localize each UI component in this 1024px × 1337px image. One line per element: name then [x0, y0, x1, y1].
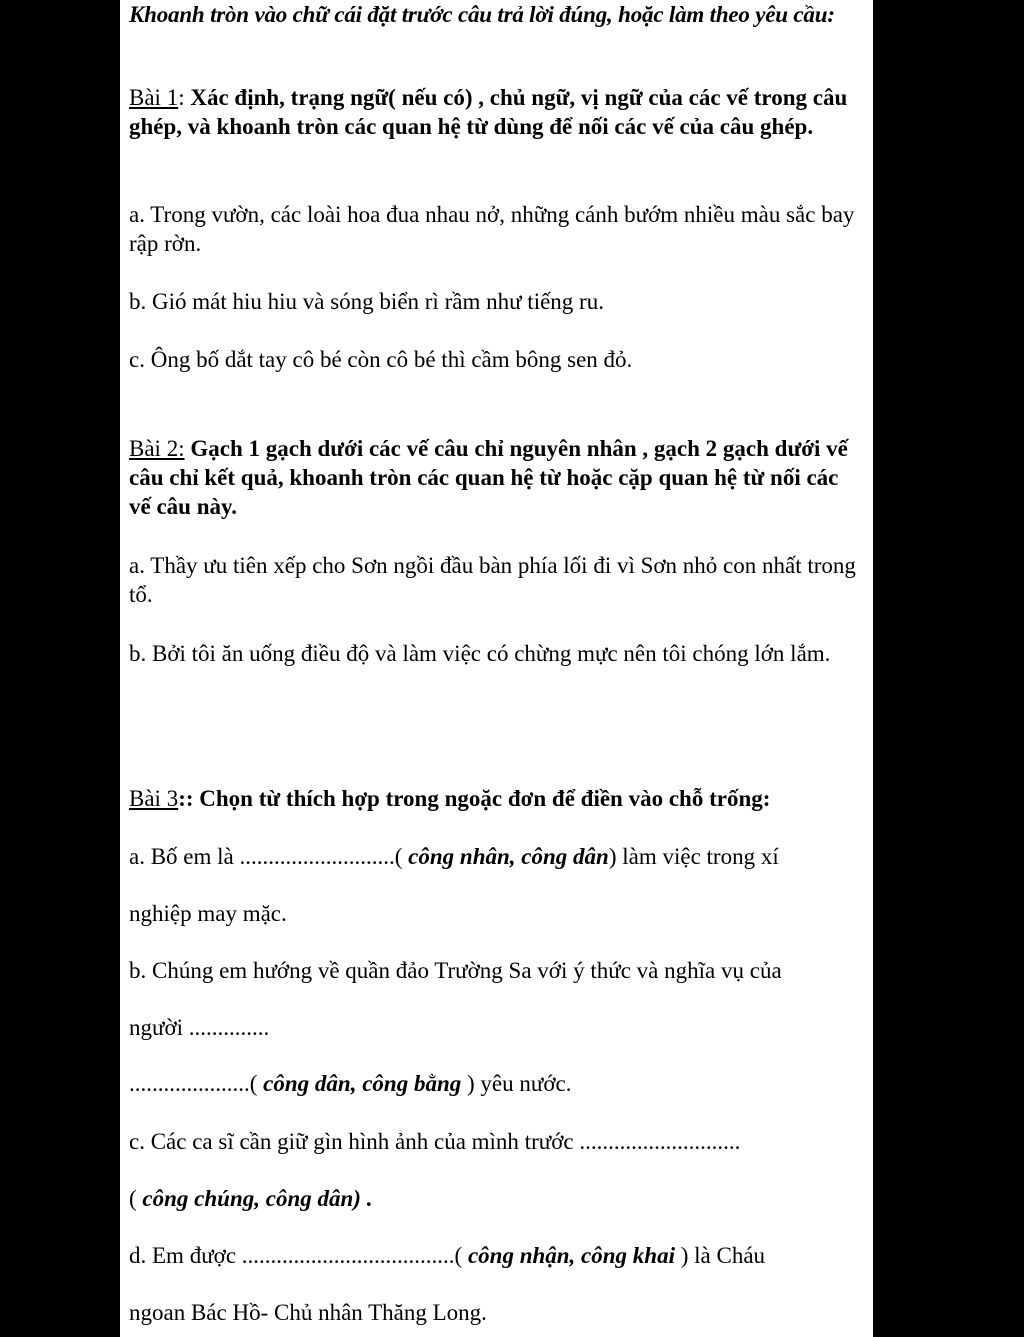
- exercise-1-item-b: b. Gió mát hiu hiu và sóng biển rì rầm như tiếng ru.: [129, 289, 604, 314]
- exercise-3-text: Chọn từ thích hợp trong ngoặc đơn để điền vào chỗ trống:: [199, 786, 771, 811]
- exercise-3-sep: ::: [178, 786, 200, 811]
- exercise-3-item-b-line3: [129, 1069, 864, 1098]
- exercise-3-heading: [129, 784, 864, 813]
- exercise-3-item-b: b. Chúng em hướng về quần đảo Trường Sa với ý thức và nghĩa vụ của: [129, 958, 782, 983]
- exercise-2-text: Gạch 1 gạch dưới các vế câu chỉ nguyên nhân , gạch 2 gạch dưới vế câu chỉ kết quả, khoanh tròn các quan hệ từ hoặc cặp quan hệ từ nối các vế câu này.: [129, 436, 848, 519]
- item-c-options: công chúng, công dân) .: [142, 1186, 373, 1211]
- item-c-prefix: (: [129, 1186, 143, 1211]
- instructions: Khoanh tròn vào chữ cái đặt trước câu trả lời đúng, hoặc làm theo yêu cầu:: [129, 2, 835, 27]
- item-b-suffix: ) yêu nước.: [461, 1071, 572, 1096]
- exercise-1-label: Bài 1: [129, 85, 179, 110]
- item-d-options: công nhận, công khai: [467, 1243, 675, 1268]
- item-a-options: công nhân, công dân: [408, 844, 609, 869]
- exercise-2-item-a: a. Thầy ưu tiên xếp cho Sơn ngồi đầu bàn phía lối đi vì Sơn nhỏ con nhất trong tổ.: [129, 553, 856, 607]
- item-d-prefix: d. Em được .....................................(: [129, 1243, 468, 1268]
- exercise-1-text: Xác định, trạng ngữ( nếu có) , chủ ngữ, vị ngữ của các vế trong câu ghép, và khoanh tròn các quan hệ từ dùng để nối các vế của câu ghép.: [129, 85, 848, 139]
- exercise-3-item-c: c. Các ca sĩ cần giữ gìn hình ảnh của mình trước ............................: [129, 1129, 741, 1154]
- exercise-3-item-c-line2: [129, 1184, 864, 1213]
- item-d-suffix: ) là Cháu: [675, 1243, 766, 1268]
- exercise-3-item-d-cont: ngoan Bác Hồ- Chủ nhân Thăng Long.: [129, 1300, 487, 1325]
- exercise-3-item-a: [129, 842, 864, 871]
- exercise-2-label: Bài 2:: [129, 436, 185, 461]
- exercise-2-heading: [129, 434, 864, 521]
- worksheet-page: [120, 0, 873, 1337]
- exercise-1-item-c: c. Ông bố dắt tay cô bé còn cô bé thì cầm bông sen đỏ.: [129, 347, 633, 372]
- exercise-1-heading: [129, 83, 864, 141]
- exercise-3-item-a-cont: nghiệp may mặc.: [129, 901, 287, 926]
- exercise-3-label: Bài 3: [129, 786, 179, 811]
- item-b-prefix: .....................(: [129, 1071, 264, 1096]
- exercise-2-item-b: b. Bởi tôi ăn uống điều độ và làm việc có chừng mực nên tôi chóng lớn lắm.: [129, 641, 831, 666]
- item-a-prefix: a. Bố em là ...........................(: [129, 844, 409, 869]
- exercise-3-item-d: [129, 1241, 864, 1270]
- item-b-options: công dân, công bằng: [263, 1071, 462, 1096]
- exercise-1-sep: :: [178, 85, 191, 110]
- exercise-3-item-b-line2: người ..............: [129, 1015, 270, 1040]
- exercise-1-item-a: a. Trong vườn, các loài hoa đua nhau nở, những cánh bướm nhiều màu sắc bay rập rờn.: [129, 202, 855, 256]
- item-a-suffix: ) làm việc trong xí: [608, 844, 779, 869]
